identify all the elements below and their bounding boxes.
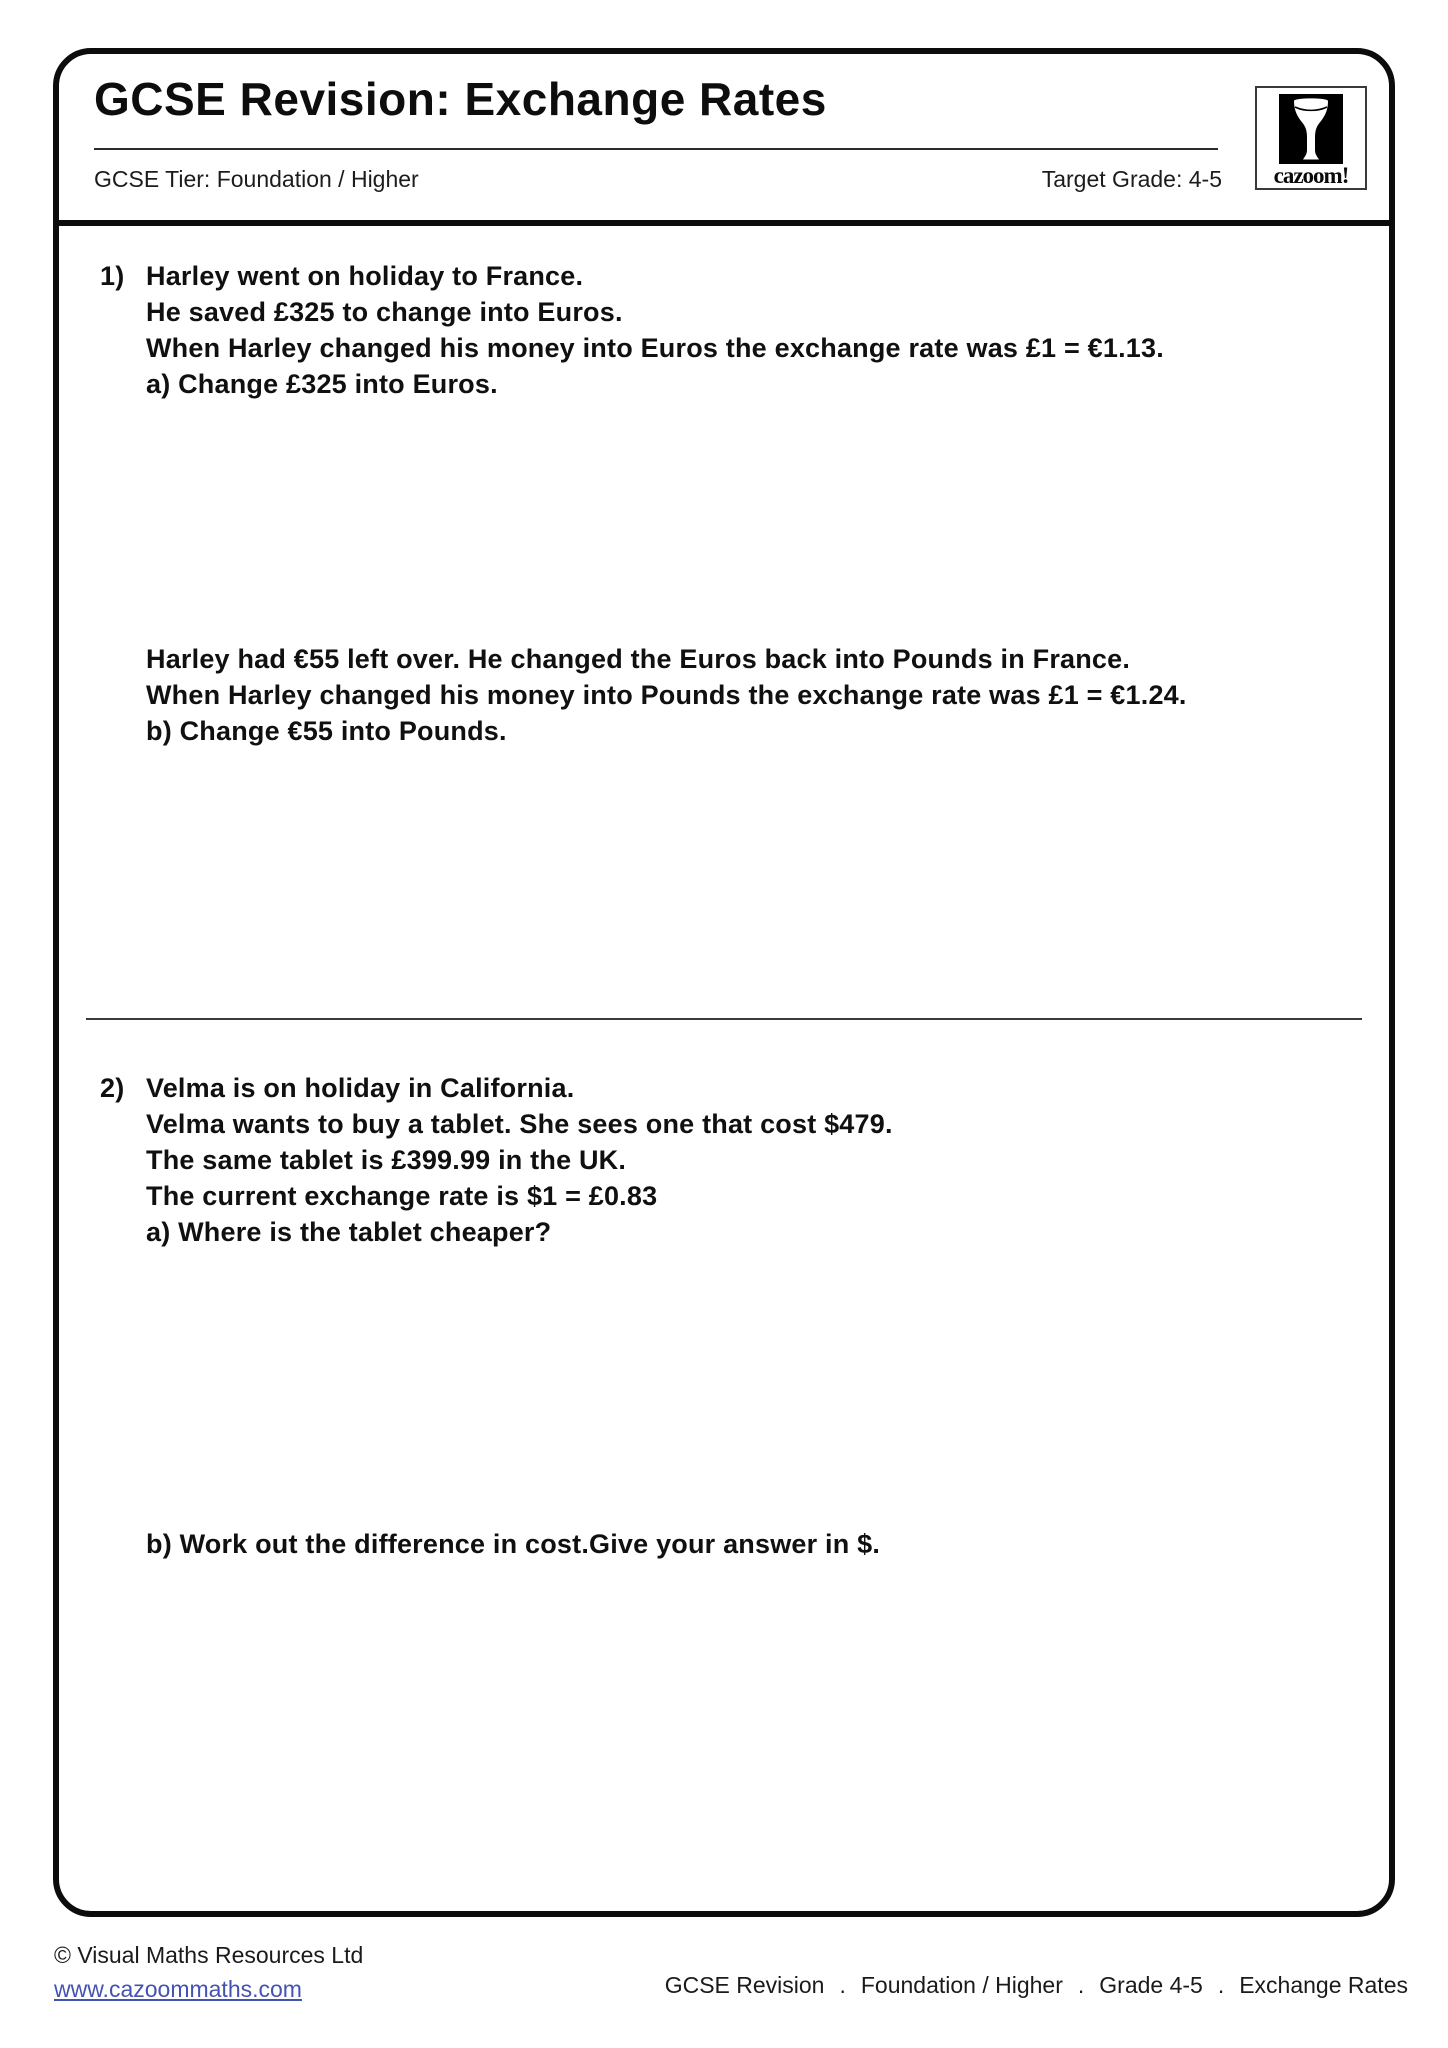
footer-left [54,1938,363,2006]
question-line: Harley had €55 left over. He changed the Euros back into Pounds in France. [146,644,1131,674]
question-line: Velma wants to buy a tablet. She sees one that cost $479. [146,1109,893,1139]
question-divider-rule [86,1018,1362,1020]
breadcrumb-item: Foundation / Higher [860,1972,1063,1998]
copyright-text: © Visual Maths Resources Ltd [54,1942,364,1968]
breadcrumb-separator: . [1217,1972,1225,1998]
question-1-number: 1) [100,261,125,291]
cazoom-logo [1255,86,1367,190]
question-line: Harley went on holiday to France. [146,261,584,291]
question-2-number: 2) [100,1073,125,1103]
question-line: When Harley changed his money into Euros the exchange rate was £1 = €1.13. [146,333,1164,363]
question-line: The current exchange rate is $1 = £0.83 [146,1181,658,1211]
question-line: Velma is on holiday in California. [146,1073,575,1103]
cazoommaths-link[interactable]: www.cazoommaths.com [54,1976,302,2002]
worksheet-header [59,54,1389,226]
question-line: a) Change £325 into Euros. [146,369,498,399]
question-1-part-b-text [146,641,1187,749]
breadcrumb-separator: . [1077,1972,1085,1998]
question-line: b) Work out the difference in cost.Give your answer in $. [146,1529,881,1559]
breadcrumb-item: Grade 4-5 [1099,1972,1203,1998]
cazoom-drum-icon [1279,94,1343,164]
header-meta-row [94,166,1222,193]
target-grade-label: Target Grade: 4-5 [1041,166,1222,192]
breadcrumb-item: Exchange Rates [1239,1972,1408,1998]
footer-breadcrumb [665,1972,1408,1999]
tier-label: GCSE Tier: Foundation / Higher [94,166,419,192]
question-line: The same tablet is £399.99 in the UK. [146,1145,627,1175]
question-1-part-b [146,641,1187,749]
question-2-part-a-text [146,1070,893,1250]
question-line: When Harley changed his money into Pounds the exchange rate was £1 = €1.24. [146,680,1187,710]
worksheet-border-box [53,48,1395,1917]
question-line: b) Change €55 into Pounds. [146,716,507,746]
title-underline [94,148,1218,150]
breadcrumb-item: GCSE Revision [664,1972,825,1998]
cazoom-logo-text: cazoom! [1273,163,1349,188]
question-1-part-a [100,258,1164,402]
question-line: He saved £325 to change into Euros. [146,297,623,327]
question-2-part-a [100,1070,893,1250]
page-title: GCSE Revision: Exchange Rates [94,73,827,125]
question-1-part-a-text [146,258,1164,402]
question-2-part-b [146,1526,880,1562]
breadcrumb-separator: . [839,1972,846,1998]
question-line: a) Where is the tablet cheaper? [146,1217,552,1247]
